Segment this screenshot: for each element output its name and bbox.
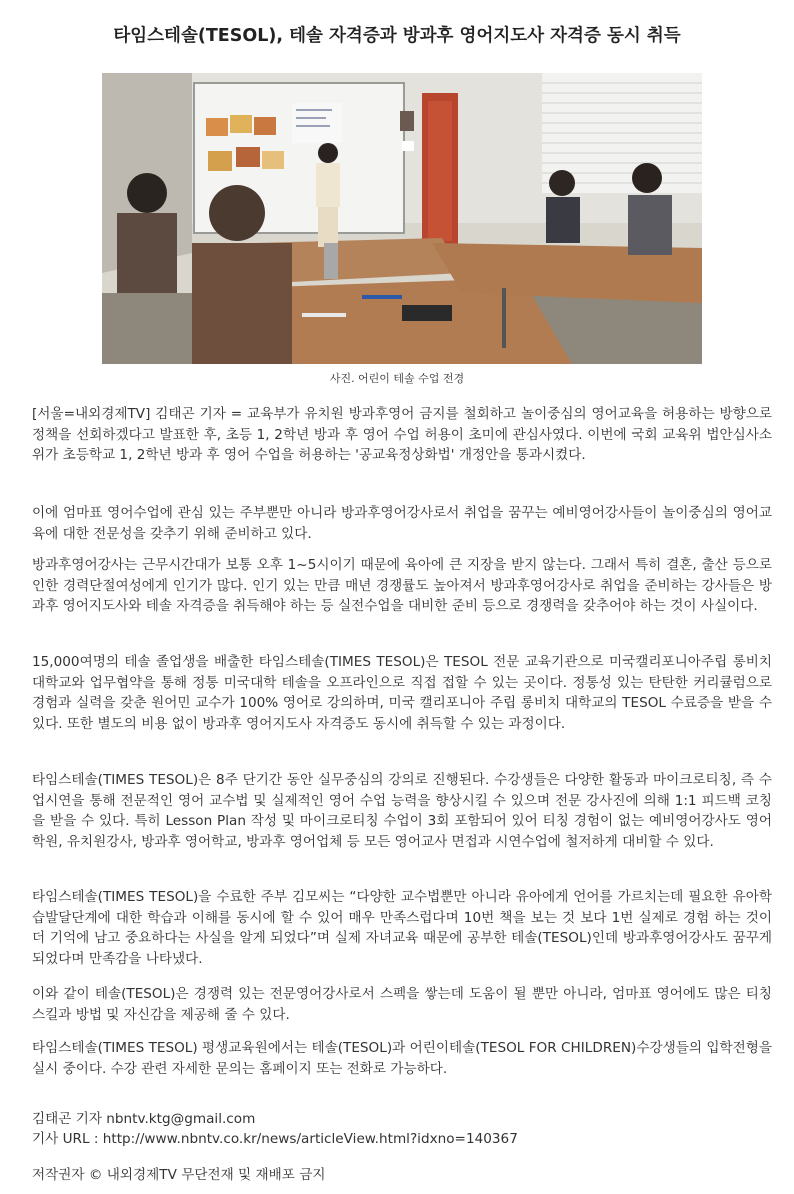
- article-url-link[interactable]: http://www.nbntv.co.kr/news/articleView.html?idxno=140367: [102, 1131, 518, 1147]
- article-paragraph-1: [서울=내외경제TV] 김태곤 기자 = 교육부가 유치원 방과후영어 금지를 철회하고 놀이중심의 영어교육을 허용하는 방향으로 정책을 선회하겠다고 발표한 후, 초등 1, 2학년 방과 후 영어 수업 허용이 초미에 관심사였다. 이번에 국회 교육위 법안심사소위가 초등학교 1, 2학년 방과 후 영어 수업을 허용하는 '공교육정상화법' 개정안을 통과시켰다.: [32, 406, 772, 463]
- article-paragraph-3: 방과후영어강사는 근무시간대가 보통 오후 1~5시이기 때문에 육아에 큰 지장을 받지 않는다. 그래서 특히 결혼, 출산 등으로 인한 경력단절여성에게 인기가 많다. 인기 있는 만큼 매년 경쟁률도 높아져서 방과후영어강사로 취업을 준비하는 강사들은 방과후 영어지도사와 테솔 자격증을 취득해야 하는 등 실전수업을 대비한 준비 등으로 경쟁력을 갖추어야 하는 것이 사실이다.: [32, 557, 772, 614]
- photo-caption: 사진. 어린이 테솔 수업 전경: [329, 372, 465, 385]
- reporter-byline: 김태곤 기자 nbntv.ktg@gmail.com: [32, 1111, 256, 1127]
- article-paragraph-8: 타임스테솔(TIMES TESOL) 평생교육원에서는 테솔(TESOL)과 어린이테솔(TESOL FOR CHILDREN)수강생들의 입학전형을 실시 중이다. 수강 관련 자세한 문의는 홈페이지 또는 전화로 가능하다.: [32, 1040, 772, 1077]
- article-paragraph-5: 타임스테솔(TIMES TESOL)은 8주 단기간 동안 실무중심의 강의로 진행된다. 수강생들은 다양한 활동과 마이크로티칭, 즉 수업시연을 통해 전문적인 영어 교수법 및 실제적인 영어 수업 능력을 향상시킬 수 있으며 전문 강사진에 의해 1:1 피드백 코칭을 받을 수 있다. 특히 Lesson Plan 작성 및 마이크로티칭 수업이 3회 포함되어 있어 티칭 경험이 없는 예비영어강사도 영어학원, 유치원강사, 방과후 영어학교, 방과후 영어업체 등 모든 영어교사 면접과 시연수업에 철저하게 대비할 수 있다.: [32, 772, 772, 850]
- article-url-line: [32, 1129, 518, 1149]
- article-url-label: 기사 URL :: [32, 1131, 103, 1147]
- article-paragraph-2: 이에 엄마표 영어수업에 관심 있는 주부뿐만 아니라 방과후영어강사로서 취업을 꿈꾸는 예비영어강사들이 놀이중심의 영어교육에 대한 전문성을 갖추기 위해 준비하고 있다.: [32, 505, 772, 542]
- article-paragraph-7: 이와 같이 테솔(TESOL)은 경쟁력 있는 전문영어강사로서 스펙을 쌓는데 도움이 될 뿐만 아니라, 엄마표 영어에도 많은 티칭 스킬과 방법 및 자신감을 제공해 줄 수 있다.: [32, 986, 772, 1023]
- article-paragraph-6: 타임스테솔(TIMES TESOL)을 수료한 주부 김모씨는 “다양한 교수법뿐만 아니라 유아에게 언어를 가르치는데 필요한 유아학습발달단계에 대한 학습과 이해를 동시에 할 수 있어 매우 만족스럽다며 10번 책을 보는 것 보다 1번 실제로 경험 하는 것이 더 기억에 남고 중요하다는 사실을 알게 되었다”며 실제 자녀교육 때문에 공부한 테솔(TESOL)인데 방과후영어강사도 꿈꾸게 되었다며 만족감을 나타냈다.: [32, 889, 772, 967]
- article-paragraph-4: 15,000여명의 테솔 졸업생을 배출한 타임스테솔(TIMES TESOL)은 TESOL 전문 교육기관으로 미국캘리포니아주립 롱비치 대학교와 업무협약을 통해 정통 미국대학 테솔을 오프라인으로 직접 접할 수 있는 곳이다. 정통성 있는 탄탄한 커리큘럼으로 경험과 실력을 갖춘 원어민 교수가 100% 영어로 강의하며, 미국 캘리포니아 주립 롱비치 대학교의 TESOL 수료증을 받을 수 있다. 또한 별도의 비용 없이 방과후 영어지도사 자격증도 동시에 취득할 수 있는 과정이다.: [32, 654, 772, 732]
- copyright-notice: 저작권자 © 내외경제TV 무단전재 및 재배포 금지: [32, 1167, 326, 1183]
- article-title: 타임스테솔(TESOL), 테솔 자격증과 방과후 영어지도사 자격증 동시 취득: [113, 26, 681, 46]
- article-photo: [102, 73, 702, 364]
